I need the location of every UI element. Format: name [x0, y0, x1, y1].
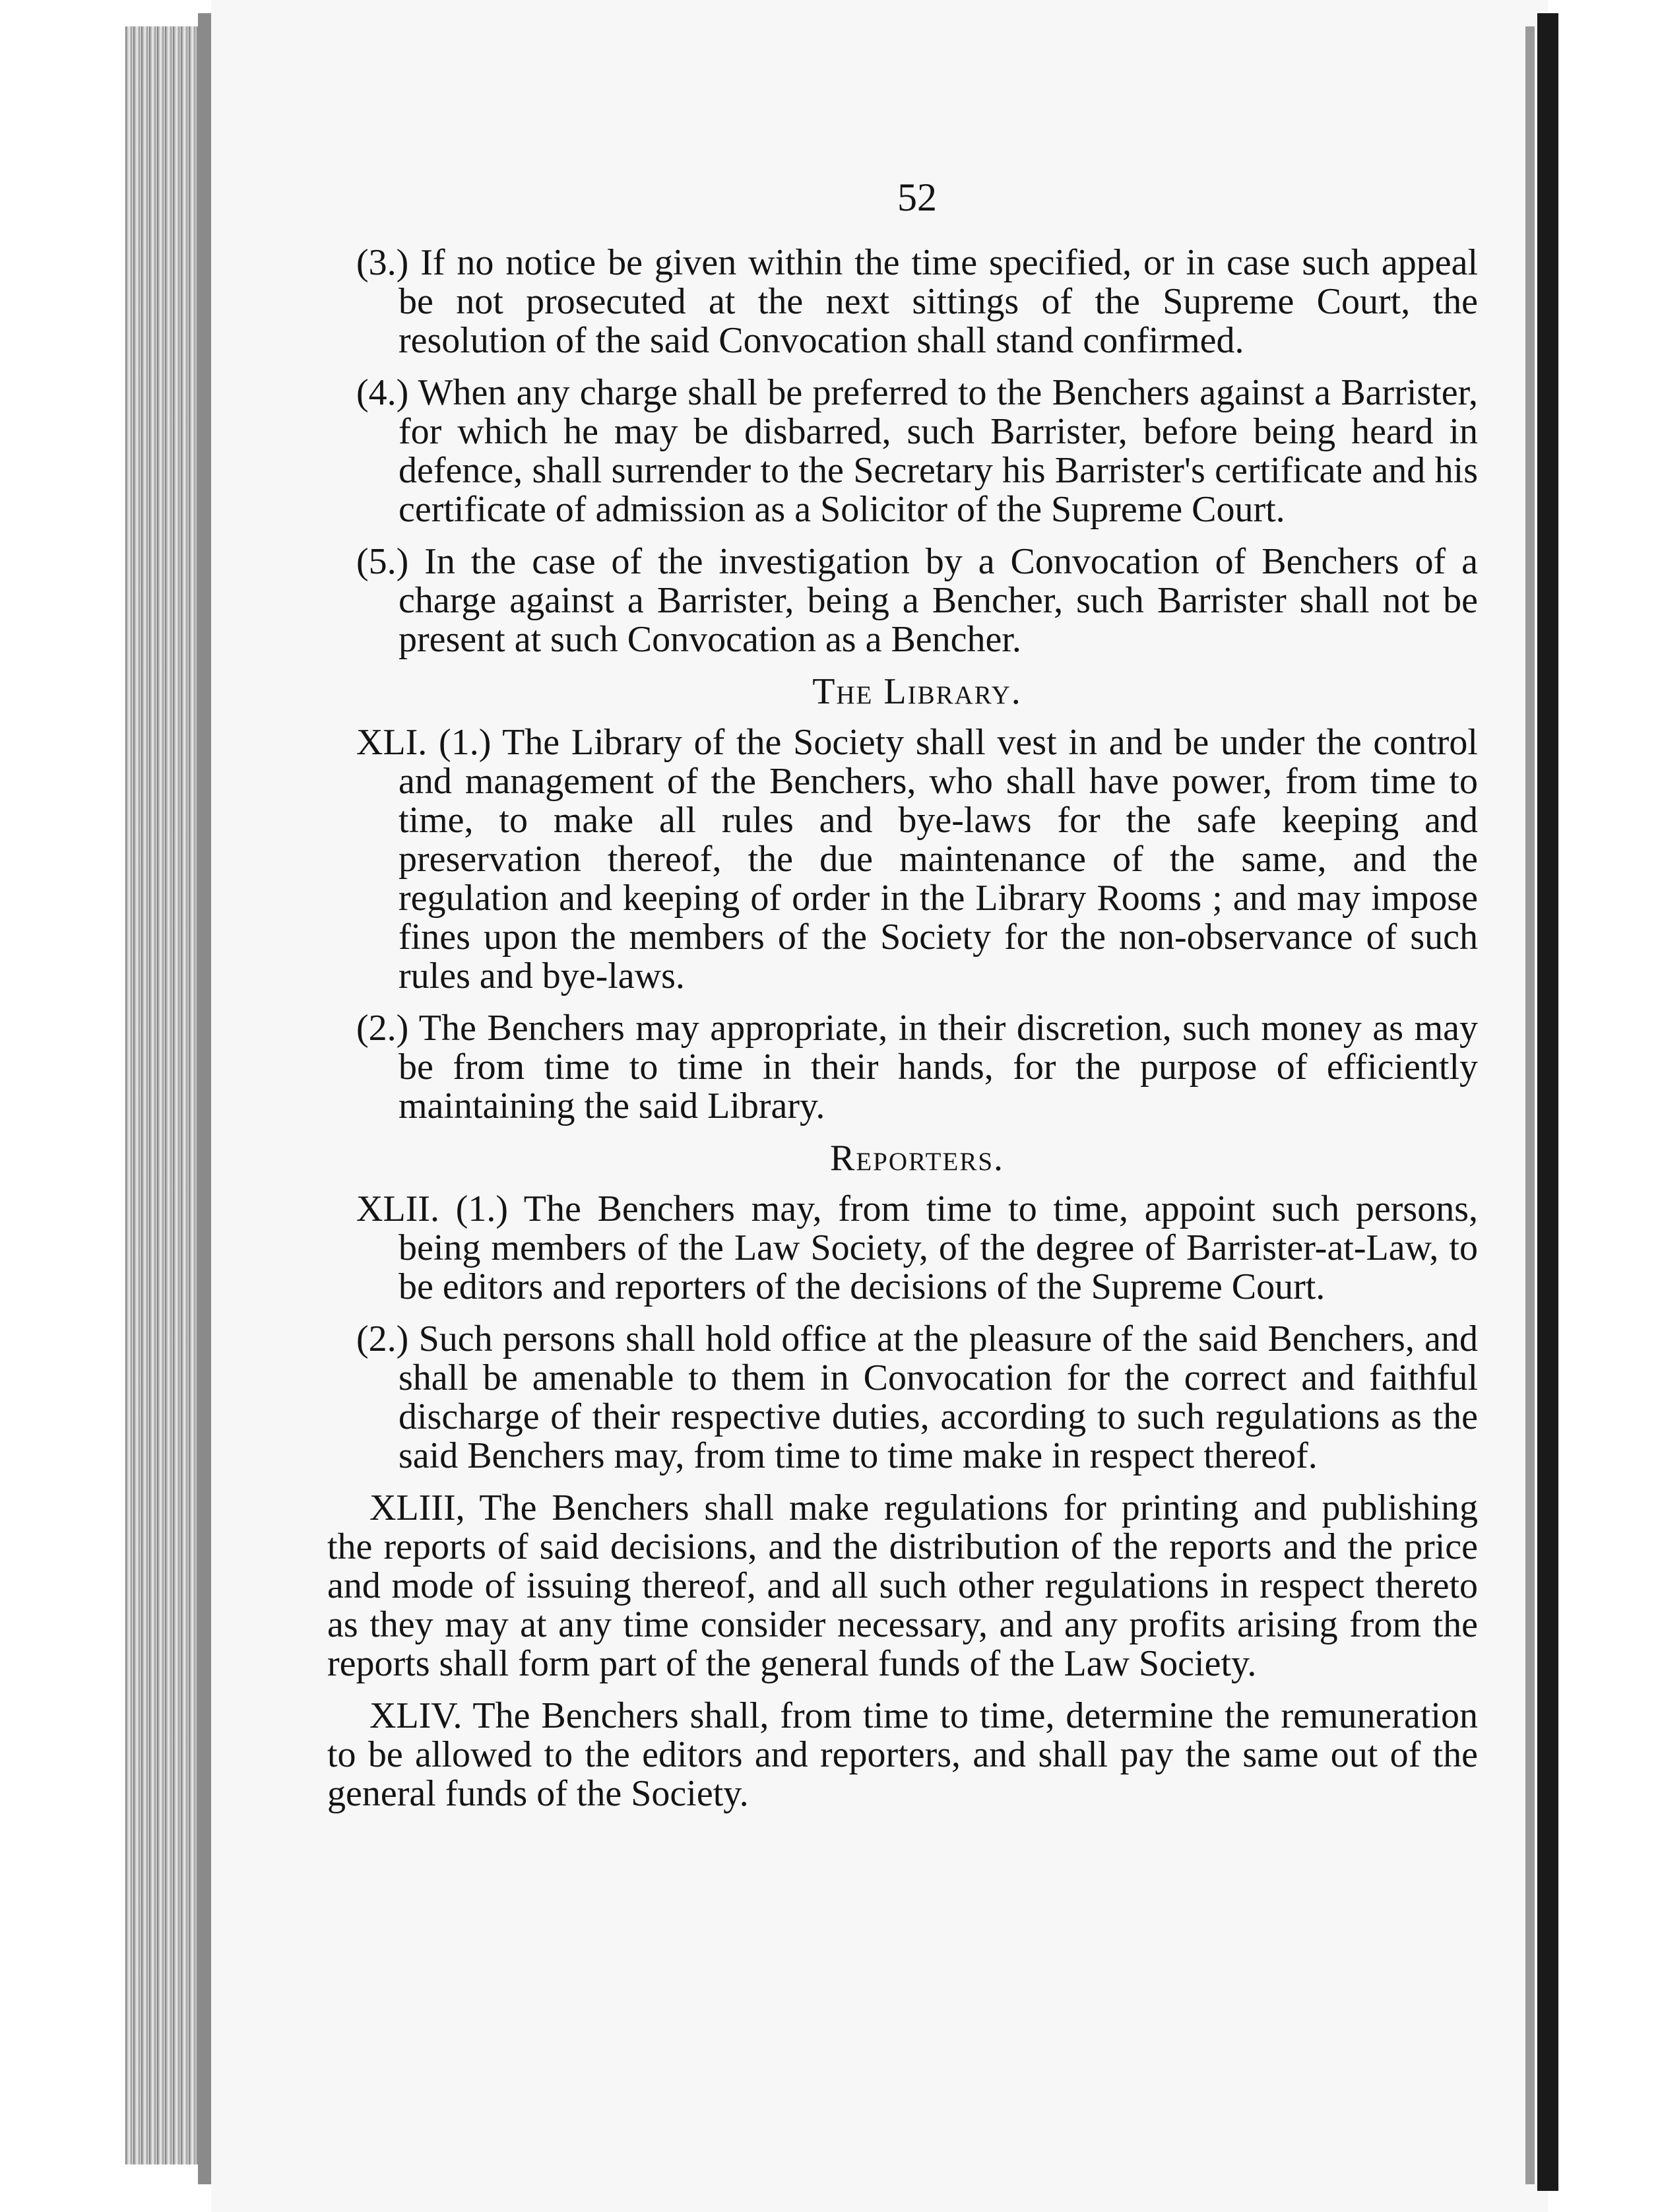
section-xlii-2: (2.) Such persons shall hold office at the pleasure of the said Benchers, and shall be amenable to them in Convocation for the correct and faithful discharge of their respective duties, according to such regulations as the said Benchers may, from time to time make in respect thereof. [356, 1318, 1478, 1476]
section-xliv: XLIV. The Benchers shall, from time to time, determine the remuneration to be allowed to the editors and reporters, and shall pay the same out of the general funds of the Society. [327, 1695, 1478, 1814]
paragraph-5: (5.) In the case of the investigation by a Convocation of Benchers of a charge against a Barrister, being a Bencher, such Barrister shall not be present at such Convocation as a Bencher. [356, 541, 1478, 660]
paragraph-3: (3.) If no notice be given within the time specified, or in case such appeal be not prosecuted at the next sittings of the Supreme Court, the resolution of the said Convocation shall stand confirmed. [356, 242, 1478, 361]
page-right-edge-shadow [1525, 26, 1535, 2184]
page-content [327, 176, 1478, 1827]
section-xlii-1: XLII. (1.) The Benchers may, from time to time, appoint such persons, being members of the Law Society, of the degree of Barrister-at-Law, to be editors and reporters of the decisions of the Supreme Court. [356, 1188, 1478, 1307]
book-page-edges [125, 26, 205, 2164]
section-heading-library: The Library. [812, 671, 1022, 712]
binding-shadow [198, 13, 212, 2184]
section-xli-1: XLI. (1.) The Library of the Society shall vest in and be under the control and management of the Benchers, who shall have power, from time to time, to make all rules and bye-laws for the safe keeping and preservation thereof, the due maintenance of the same, and the regulation and keeping of order in the Library Rooms ; and may impose fines upon the members of the Society for the non-observance of such rules and bye-laws. [356, 722, 1478, 996]
section-xli-2: (2.) The Benchers may appropriate, in their discretion, such money as may be from time to time in their hands, for the purpose of efficiently maintaining the said Library. [356, 1008, 1478, 1126]
page-number: 52 [897, 176, 937, 219]
margin-left [0, 0, 125, 2212]
section-heading-reporters: Reporters. [829, 1138, 1005, 1179]
section-xliii: XLIII, The Benchers shall make regulations for printing and publishing the reports of said decisions, and the distribution of the reports and the price and mode of issuing thereof, and all such other regulations in respect thereto as they may at any time consider necessary, and any profits arising from the reports shall form part of the general funds of the Law Society. [327, 1487, 1478, 1684]
page-right-edge [1537, 13, 1558, 2191]
paragraph-4: (4.) When any charge shall be preferred to the Benchers against a Barrister, for which he may be disbarred, such Barrister, before being heard in defence, shall surrender to the Secretary his Barrister's certificate and his certificate of admission as a Solicitor of the Supreme Court. [356, 372, 1478, 530]
